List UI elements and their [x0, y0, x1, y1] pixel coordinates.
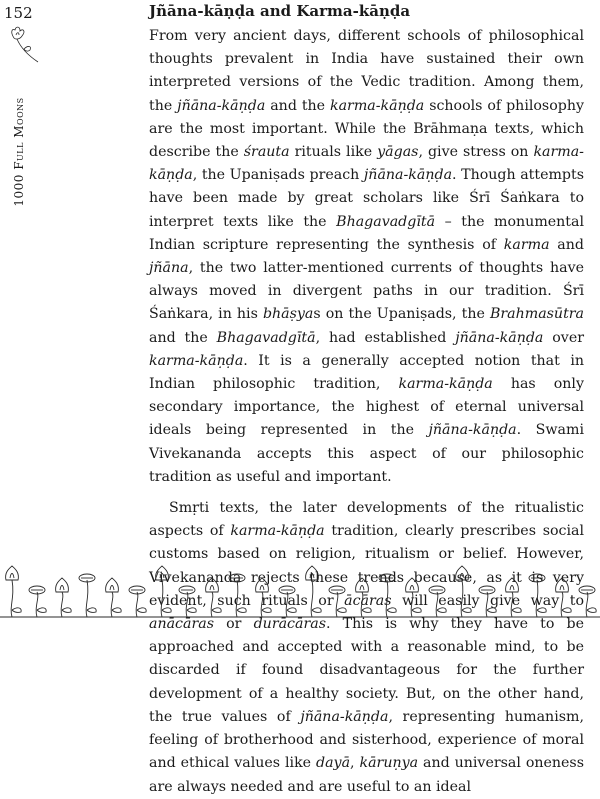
lotus-stem [511, 592, 513, 617]
side-leaf [62, 608, 71, 613]
lotus-flower [106, 578, 119, 592]
text-run: , [350, 755, 360, 772]
text-run: . Though attempts have been made by great scholars like Śrī Śaṅkara to interpret texts like the [149, 167, 584, 230]
text-run: will easily give way to [391, 592, 584, 609]
lotus-petal-line [60, 586, 64, 591]
side-leaf [12, 608, 21, 613]
lotus-petal-line [510, 586, 514, 591]
lotus-stem [411, 592, 413, 617]
paragraph-1 [149, 25, 584, 489]
side-leaf [237, 608, 246, 613]
lotus-stem [386, 580, 388, 617]
lotus-petal-line [260, 586, 264, 591]
text-run: s on the Upaniṣads, the [313, 306, 490, 323]
text-run: From very ancient days, different schools of philosophical thoughts prevalent in India have sustained their own interpreted versions of the Vedic tradition. Among them, the [149, 28, 584, 114]
italic-term: Brahmasūtra [489, 306, 585, 323]
side-leaf [462, 608, 471, 613]
text-run: has only secondary importance, the highest of eternal universal ideals being represented in the [149, 376, 584, 439]
lotus-petal-line [460, 574, 464, 579]
italic-term: ācāras [344, 592, 392, 609]
side-leaf [412, 608, 421, 613]
side-leaf [287, 608, 296, 613]
italic-term: jñāna-kāṇḍa [300, 708, 389, 725]
lotus-stem [436, 592, 438, 617]
lotus-flower [156, 566, 169, 580]
side-leaf [337, 608, 346, 613]
side-leaf [162, 608, 171, 613]
lotus-stem [161, 580, 163, 617]
lotus-stem [36, 592, 38, 617]
lotus-stem [86, 580, 88, 617]
side-leaf [312, 608, 321, 613]
lotus-petal-line [10, 574, 14, 579]
lotus-stem [136, 592, 138, 617]
italic-term: karma-kāṇḍa [149, 144, 584, 184]
italic-term: jñāna-kāṇḍa [363, 167, 453, 184]
text-run: – the monumental Indian scripture representing the synthesis of [149, 213, 584, 253]
italic-term: jñāna-kāṇḍa [455, 329, 544, 346]
side-leaf [137, 608, 146, 613]
side-leaf [87, 608, 96, 613]
lotus-stem [211, 592, 213, 617]
lotus-stem [361, 592, 363, 617]
side-leaf [587, 608, 596, 613]
italic-term: śrauta [243, 144, 290, 161]
text-run: , representing humanism, feeling of brotherhood and sisterhood, experience of moral and ethical values like [149, 708, 584, 772]
body-text [149, 25, 584, 799]
lotus-flower [356, 578, 369, 592]
lotus-petal-line [210, 586, 214, 591]
lotus-flower [206, 578, 219, 592]
italic-term: jñāna [149, 260, 189, 277]
lotus-stem [236, 580, 238, 617]
section-heading: Jñāna-kāṇḍa and Karma-kāṇḍa [149, 2, 411, 20]
italic-term: kāruṇya [359, 755, 419, 772]
text-run: tradition, clearly prescribes social customs based on religion, ritualism or belief. However, Vivekananda rejects these trends because, as it is very evident, such rituals or [149, 523, 584, 609]
side-leaf [512, 608, 521, 613]
lotus-petal-line [560, 586, 564, 591]
lotus-petal-line [110, 586, 114, 591]
italic-term: karma-kāṇḍa [230, 523, 325, 540]
lotus-petal-line [160, 574, 164, 579]
lotus-stem [536, 580, 538, 617]
side-leaf [487, 608, 496, 613]
text-run: , give stress on [418, 144, 534, 161]
page-number: 152 [4, 4, 33, 22]
text-run: Smṛti texts, the later developments of the ritualistic aspects of [149, 500, 584, 540]
lotus-flower [556, 578, 569, 592]
lotus-stem [61, 592, 63, 617]
lotus-flower [406, 578, 419, 592]
lotus-stem [336, 592, 338, 617]
text-run: and the [149, 329, 217, 346]
lotus-stem [486, 592, 488, 617]
side-leaf [187, 608, 196, 613]
lotus-stem [311, 580, 313, 617]
text-run: , the Upaniṣads preach [192, 167, 364, 184]
text-run: or [213, 616, 254, 633]
lotus-stem [186, 592, 188, 617]
italic-term: anācāras [149, 616, 214, 633]
lotus-flower [256, 578, 269, 592]
text-run: and [549, 236, 584, 253]
text-run: over [543, 329, 584, 346]
lotus-flower-icon [6, 24, 42, 64]
lotus-stem [261, 592, 263, 617]
text-run: . It is a generally accepted notion that in Indian philosophic tradition, [149, 352, 584, 393]
italic-term: dayā [316, 755, 351, 772]
text-run: rituals like [289, 144, 378, 161]
italic-term: jñāna-kāṇḍa [177, 97, 266, 114]
running-side-title: 1000 Full Moons [12, 97, 26, 207]
lotus-flower [6, 566, 19, 580]
lotus-flower [506, 578, 519, 592]
side-leaf [437, 608, 446, 613]
lotus-border-illustration [0, 562, 600, 619]
side-leaf [112, 608, 121, 613]
lotus-stem [286, 592, 288, 617]
text-run: schools of philosophy are the most important. While the Brāhmaṇa texts, which describe the [149, 97, 584, 161]
side-leaf [387, 608, 396, 613]
lotus-stem [586, 592, 588, 617]
lotus-flower [306, 566, 319, 580]
italic-term: bhāṣya [262, 306, 314, 323]
italic-term: Bhagavadgītā [216, 329, 316, 346]
lotus-stem [11, 580, 13, 617]
side-leaf [212, 608, 221, 613]
italic-term: jñāna-kāṇḍa [428, 422, 517, 439]
side-leaf [562, 608, 571, 613]
lotus-flower [456, 566, 469, 580]
lotus-petal-line [360, 586, 364, 591]
lotus-stem [561, 592, 563, 617]
text-run: , had established [315, 329, 456, 346]
italic-term: Bhagavadgītā [336, 213, 436, 230]
text-run: . Swami Vivekananda accepts this aspect of our philosophic tradition as useful and important. [149, 422, 584, 485]
text-run: and the [265, 97, 330, 114]
side-leaf [537, 608, 546, 613]
lotus-flower [56, 578, 69, 592]
lotus-petal-line [310, 574, 314, 579]
italic-term: karma-kāṇḍa [329, 97, 425, 114]
side-leaf [37, 608, 46, 613]
text-run: , the two latter-mentioned currents of thoughts have always moved in divergent paths in our tradition. Śrī Śaṅkara, in his [149, 260, 584, 323]
side-leaf [262, 608, 271, 613]
lotus-stem [111, 592, 113, 617]
side-leaf [362, 608, 371, 613]
text-run: . This is why they have to be approached and accepted with a reasonable mind, to be discarded if found disadvantageous for the further development of a healthy society. But, on the other hand, the true values of [149, 616, 584, 725]
paragraph-2 [149, 497, 584, 799]
italic-term: karma-kāṇḍa [398, 376, 493, 393]
italic-term: durācāras [253, 616, 326, 633]
italic-term: karma [503, 236, 550, 253]
italic-term: karma-kāṇḍa [149, 352, 244, 369]
italic-term: yāgas [377, 144, 419, 161]
text-run: and universal oneness are always needed and are useful to an ideal [149, 755, 584, 795]
lotus-stem [461, 580, 463, 617]
lotus-petal-line [410, 586, 414, 591]
